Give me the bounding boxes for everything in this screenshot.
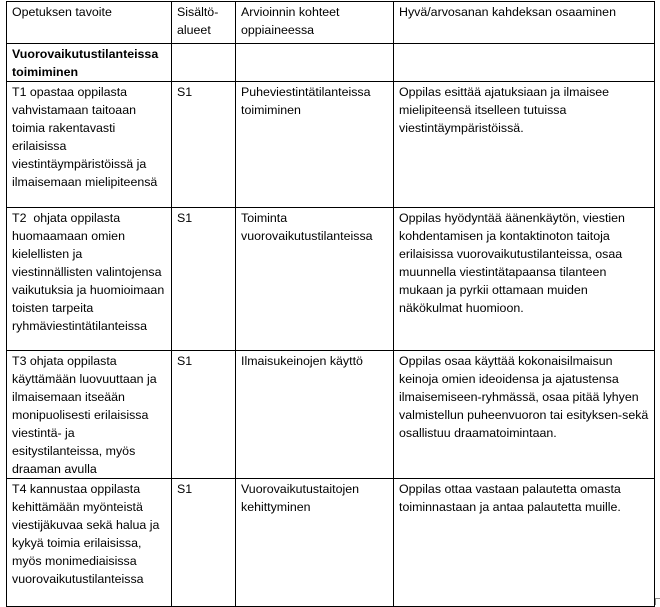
header-content-areas: Sisältö-alueet (172, 2, 236, 44)
assessment-table (6, 1, 655, 607)
header-row (7, 2, 655, 44)
grade-description-cell: Oppilas osaa käyttää kokonaisilmaisun keinoja omien ideoidensa ja ajatustensa ilmaisemiseen-ryhmässä, osaa pitää lyhyen valmistellun puheenvuoron tai esityksen-sekä osallistuu draamatoimintaan. (394, 351, 655, 479)
content-area-cell: S1 (172, 479, 236, 607)
goal-cell: T4 kannustaa oppilasta kehittämään myönteistä viestijäkuvaa sekä halua ja kykyä toimia erilaisissa, myös monimediaisissa vuorovaikutustilanteissa (7, 479, 172, 607)
table-row (7, 82, 655, 208)
table-row (7, 351, 655, 479)
grade-description-cell: Oppilas esittää ajatuksiaan ja ilmaisee mielipiteensä itselleen tutuissa viestintäympäristöissä. (394, 82, 655, 208)
grade-description-cell: Oppilas ottaa vastaan palautetta omasta toiminnastaan ja antaa palautetta muille. (394, 479, 655, 607)
goal-cell: T2 ohjata oppilasta huomaamaan omien kielellisten ja viestinnällisten valintojensa vaikutuksia ja huomioimaan toisten tarpeita ryhmäviestintätilanteissa (7, 208, 172, 351)
section-empty-cell (236, 44, 394, 82)
section-row (7, 44, 655, 82)
section-empty-cell (172, 44, 236, 82)
table-row (7, 479, 655, 607)
section-title: Vuorovaikutustilanteissa toimiminen (7, 44, 172, 82)
header-criteria: Arvioinnin kohteet oppiaineessa (236, 2, 394, 44)
table-row (7, 208, 655, 351)
criteria-cell: Puheviestintätilanteissa toimiminen (236, 82, 394, 208)
criteria-cell: Vuorovaikutustaitojen kehittyminen (236, 479, 394, 607)
goal-cell: T3 ohjata oppilasta käyttämään luovuuttaan ja ilmaisemaan itseään monipuolisesti erilaisissa viestintä- ja esitystilanteissa, myös draaman avulla (7, 351, 172, 479)
content-area-cell: S1 (172, 82, 236, 208)
page-corner-mark (655, 598, 660, 605)
section-empty-cell (394, 44, 655, 82)
criteria-cell: Toiminta vuorovaikutustilanteissa (236, 208, 394, 351)
content-area-cell: S1 (172, 351, 236, 479)
grade-description-cell: Oppilas hyödyntää äänenkäytön, viestien kohdentamisen ja kontaktinoton taitoja erilaisissa vuorovaikutustilanteissa, osaa muunnella viestintätapaansa tilanteen mukaan ja pyrkii ottamaan muiden näkökulmat huomioon. (394, 208, 655, 351)
header-goal: Opetuksen tavoite (7, 2, 172, 44)
header-grade: Hyvä/arvosanan kahdeksan osaaminen (394, 2, 655, 44)
content-area-cell: S1 (172, 208, 236, 351)
goal-cell: T1 opastaa oppilasta vahvistamaan taitoaan toimia rakentavasti erilaisissa viestintäympäristöissä ja ilmaisemaan mielipiteensä (7, 82, 172, 208)
criteria-cell: Ilmaisukeinojen käyttö (236, 351, 394, 479)
